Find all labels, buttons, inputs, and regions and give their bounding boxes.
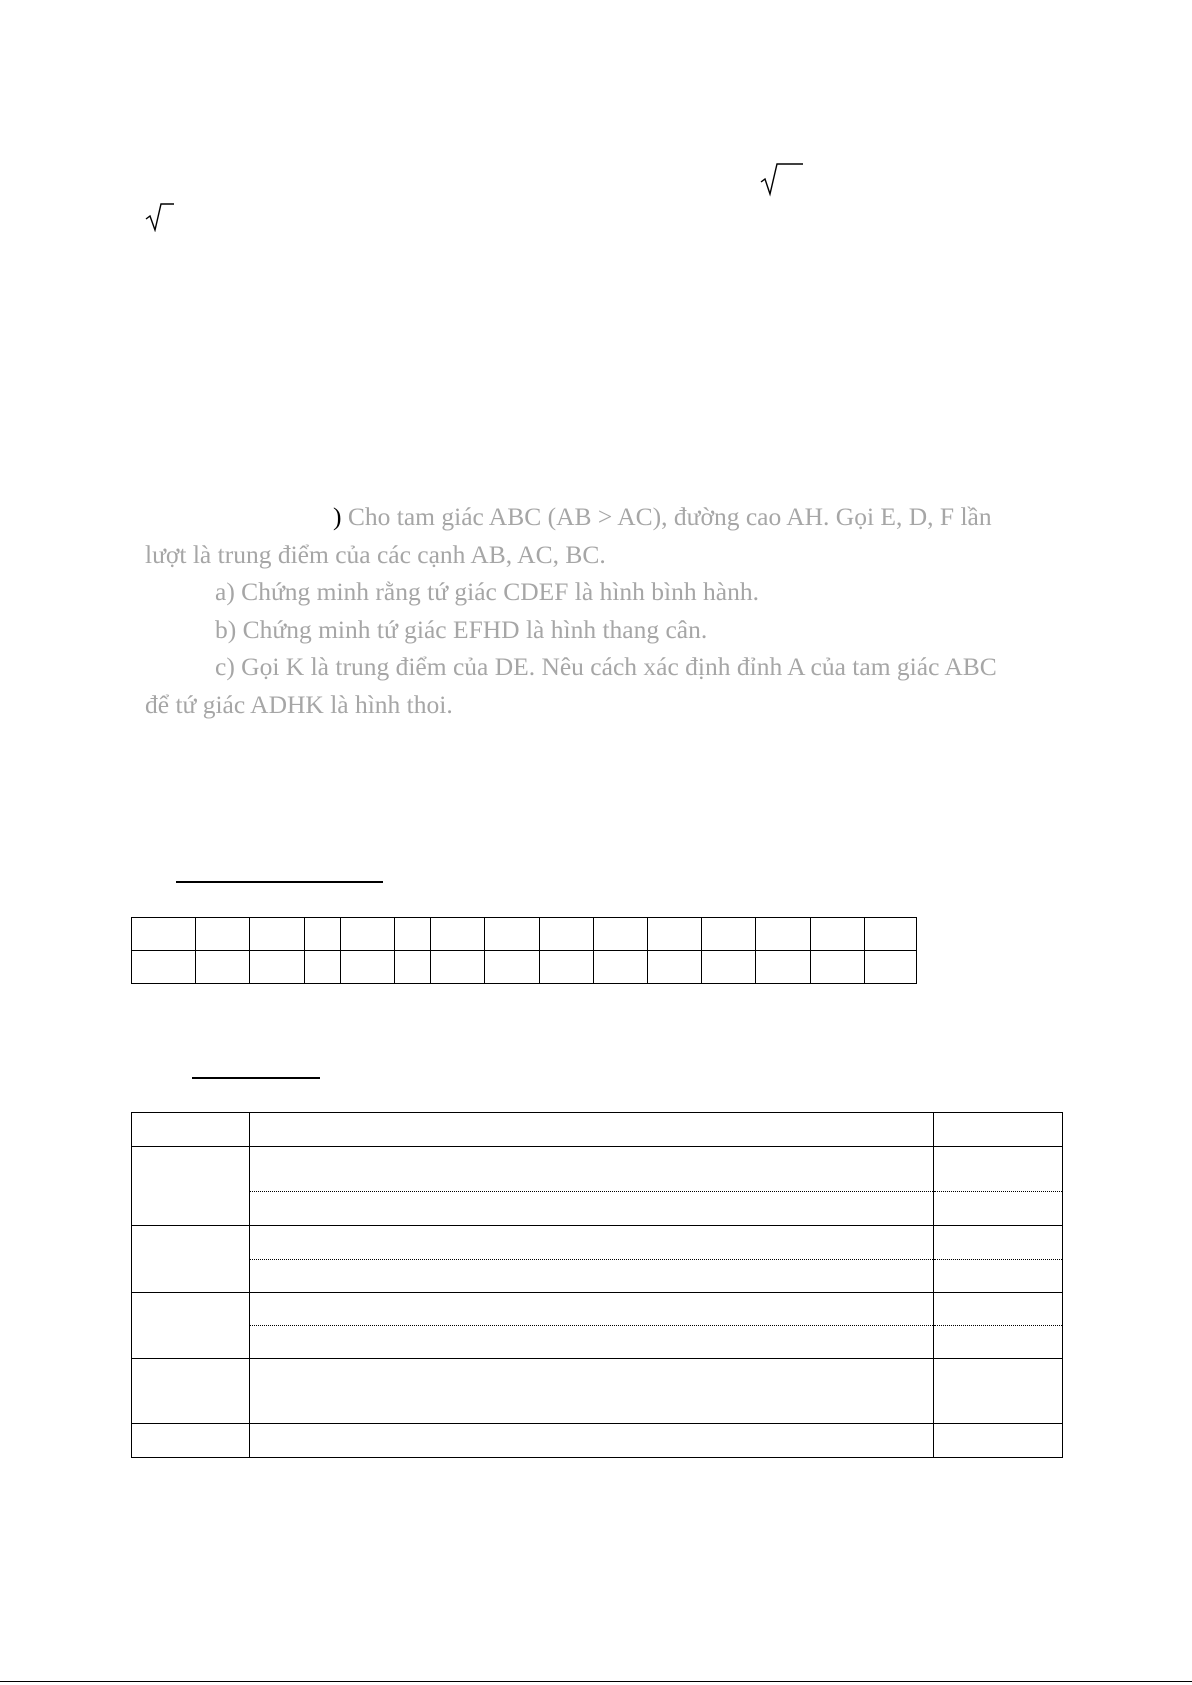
rubric-score-cell	[934, 1226, 1063, 1260]
rubric-score-cell	[934, 1192, 1063, 1226]
rubric-question-cell	[132, 1226, 250, 1293]
rubric-score-cell	[934, 1359, 1063, 1424]
grid-cell	[702, 951, 756, 984]
grid-cell	[394, 918, 430, 951]
rubric-header-row	[132, 1113, 1063, 1147]
geometry-problem	[145, 498, 1090, 723]
problem-part-c-continued: để tứ giác ADHK là hình thoi.	[145, 689, 453, 719]
rubric-row	[132, 1226, 1063, 1260]
grid-cell	[864, 951, 916, 984]
grid-cell	[756, 918, 810, 951]
grid-cell	[431, 951, 485, 984]
rubric-header-score	[934, 1113, 1063, 1147]
grid-cell	[647, 918, 701, 951]
grid-cell	[196, 918, 250, 951]
rubric-total-content-cell	[250, 1424, 934, 1458]
rubric-content-cell	[250, 1293, 934, 1326]
grid-cell	[132, 918, 196, 951]
rubric-content-cell	[250, 1147, 934, 1192]
problem-part-b: b) Chứng minh tứ giác EFHD là hình thang cân.	[215, 614, 708, 644]
grid-cell	[702, 918, 756, 951]
problem-intro-line1: Cho tam giác ABC (AB > AC), đường cao AH. Gọi E, D, F lần	[341, 502, 992, 531]
rubric-row	[132, 1359, 1063, 1424]
rubric-row	[132, 1326, 1063, 1359]
problem-label-paren: )	[333, 502, 342, 531]
answer-key-heading-underline	[176, 881, 383, 883]
grid-cell	[593, 951, 647, 984]
rubric-score-cell	[934, 1293, 1063, 1326]
grid-cell	[485, 951, 539, 984]
grid-cell	[196, 951, 250, 984]
rubric-header-question	[132, 1113, 250, 1147]
problem-intro	[145, 498, 1090, 536]
grid-cell	[431, 918, 485, 951]
rubric-table	[131, 1112, 1063, 1458]
answer-grid	[131, 917, 917, 984]
grid-cell	[340, 951, 394, 984]
rubric-question-cell	[132, 1359, 250, 1424]
rubric-content-cell	[250, 1326, 934, 1359]
grid-cell	[593, 918, 647, 951]
grid-cell	[250, 918, 304, 951]
rubric-content-cell	[250, 1226, 934, 1260]
rubric-total-label-cell	[132, 1424, 250, 1458]
rubric-score-cell	[934, 1260, 1063, 1293]
rubric-question-cell	[132, 1293, 250, 1359]
grid-cell	[340, 918, 394, 951]
grid-cell	[304, 918, 340, 951]
grid-cell	[485, 918, 539, 951]
answer-grid-answer-row	[132, 951, 917, 984]
rubric-content-cell	[250, 1192, 934, 1226]
rubric-row	[132, 1260, 1063, 1293]
grid-cell	[647, 951, 701, 984]
rubric-content-cell	[250, 1260, 934, 1293]
problem-part-a: a) Chứng minh rằng tứ giác CDEF là hình bình hành.	[215, 577, 759, 606]
rubric-row	[132, 1293, 1063, 1326]
grid-cell	[304, 951, 340, 984]
grid-cell	[394, 951, 430, 984]
rubric-total-row	[132, 1424, 1063, 1458]
essay-heading-underline	[192, 1077, 320, 1079]
rubric-question-cell	[132, 1147, 250, 1226]
grid-cell	[756, 951, 810, 984]
square-root-symbol	[760, 162, 804, 198]
grid-cell	[132, 951, 196, 984]
problem-part-c: c) Gọi K là trung điểm của DE. Nêu cách xác định đỉnh A của tam giác ABC	[215, 652, 997, 681]
grid-cell	[539, 918, 593, 951]
grid-cell	[864, 918, 916, 951]
rubric-row	[132, 1147, 1063, 1192]
square-root-symbol	[145, 202, 175, 232]
grid-cell	[539, 951, 593, 984]
grid-cell	[810, 918, 864, 951]
rubric-total-score-cell	[934, 1424, 1063, 1458]
grid-cell	[250, 951, 304, 984]
rubric-header-content	[250, 1113, 934, 1147]
problem-intro-line2: lượt là trung điểm của các cạnh AB, AC, BC.	[145, 539, 606, 569]
rubric-score-cell	[934, 1147, 1063, 1192]
page-footer-rule	[0, 1681, 1192, 1682]
rubric-row	[132, 1192, 1063, 1226]
rubric-content-cell	[250, 1359, 934, 1424]
grid-cell	[810, 951, 864, 984]
rubric-score-cell	[934, 1326, 1063, 1359]
answer-grid-header-row	[132, 918, 917, 951]
